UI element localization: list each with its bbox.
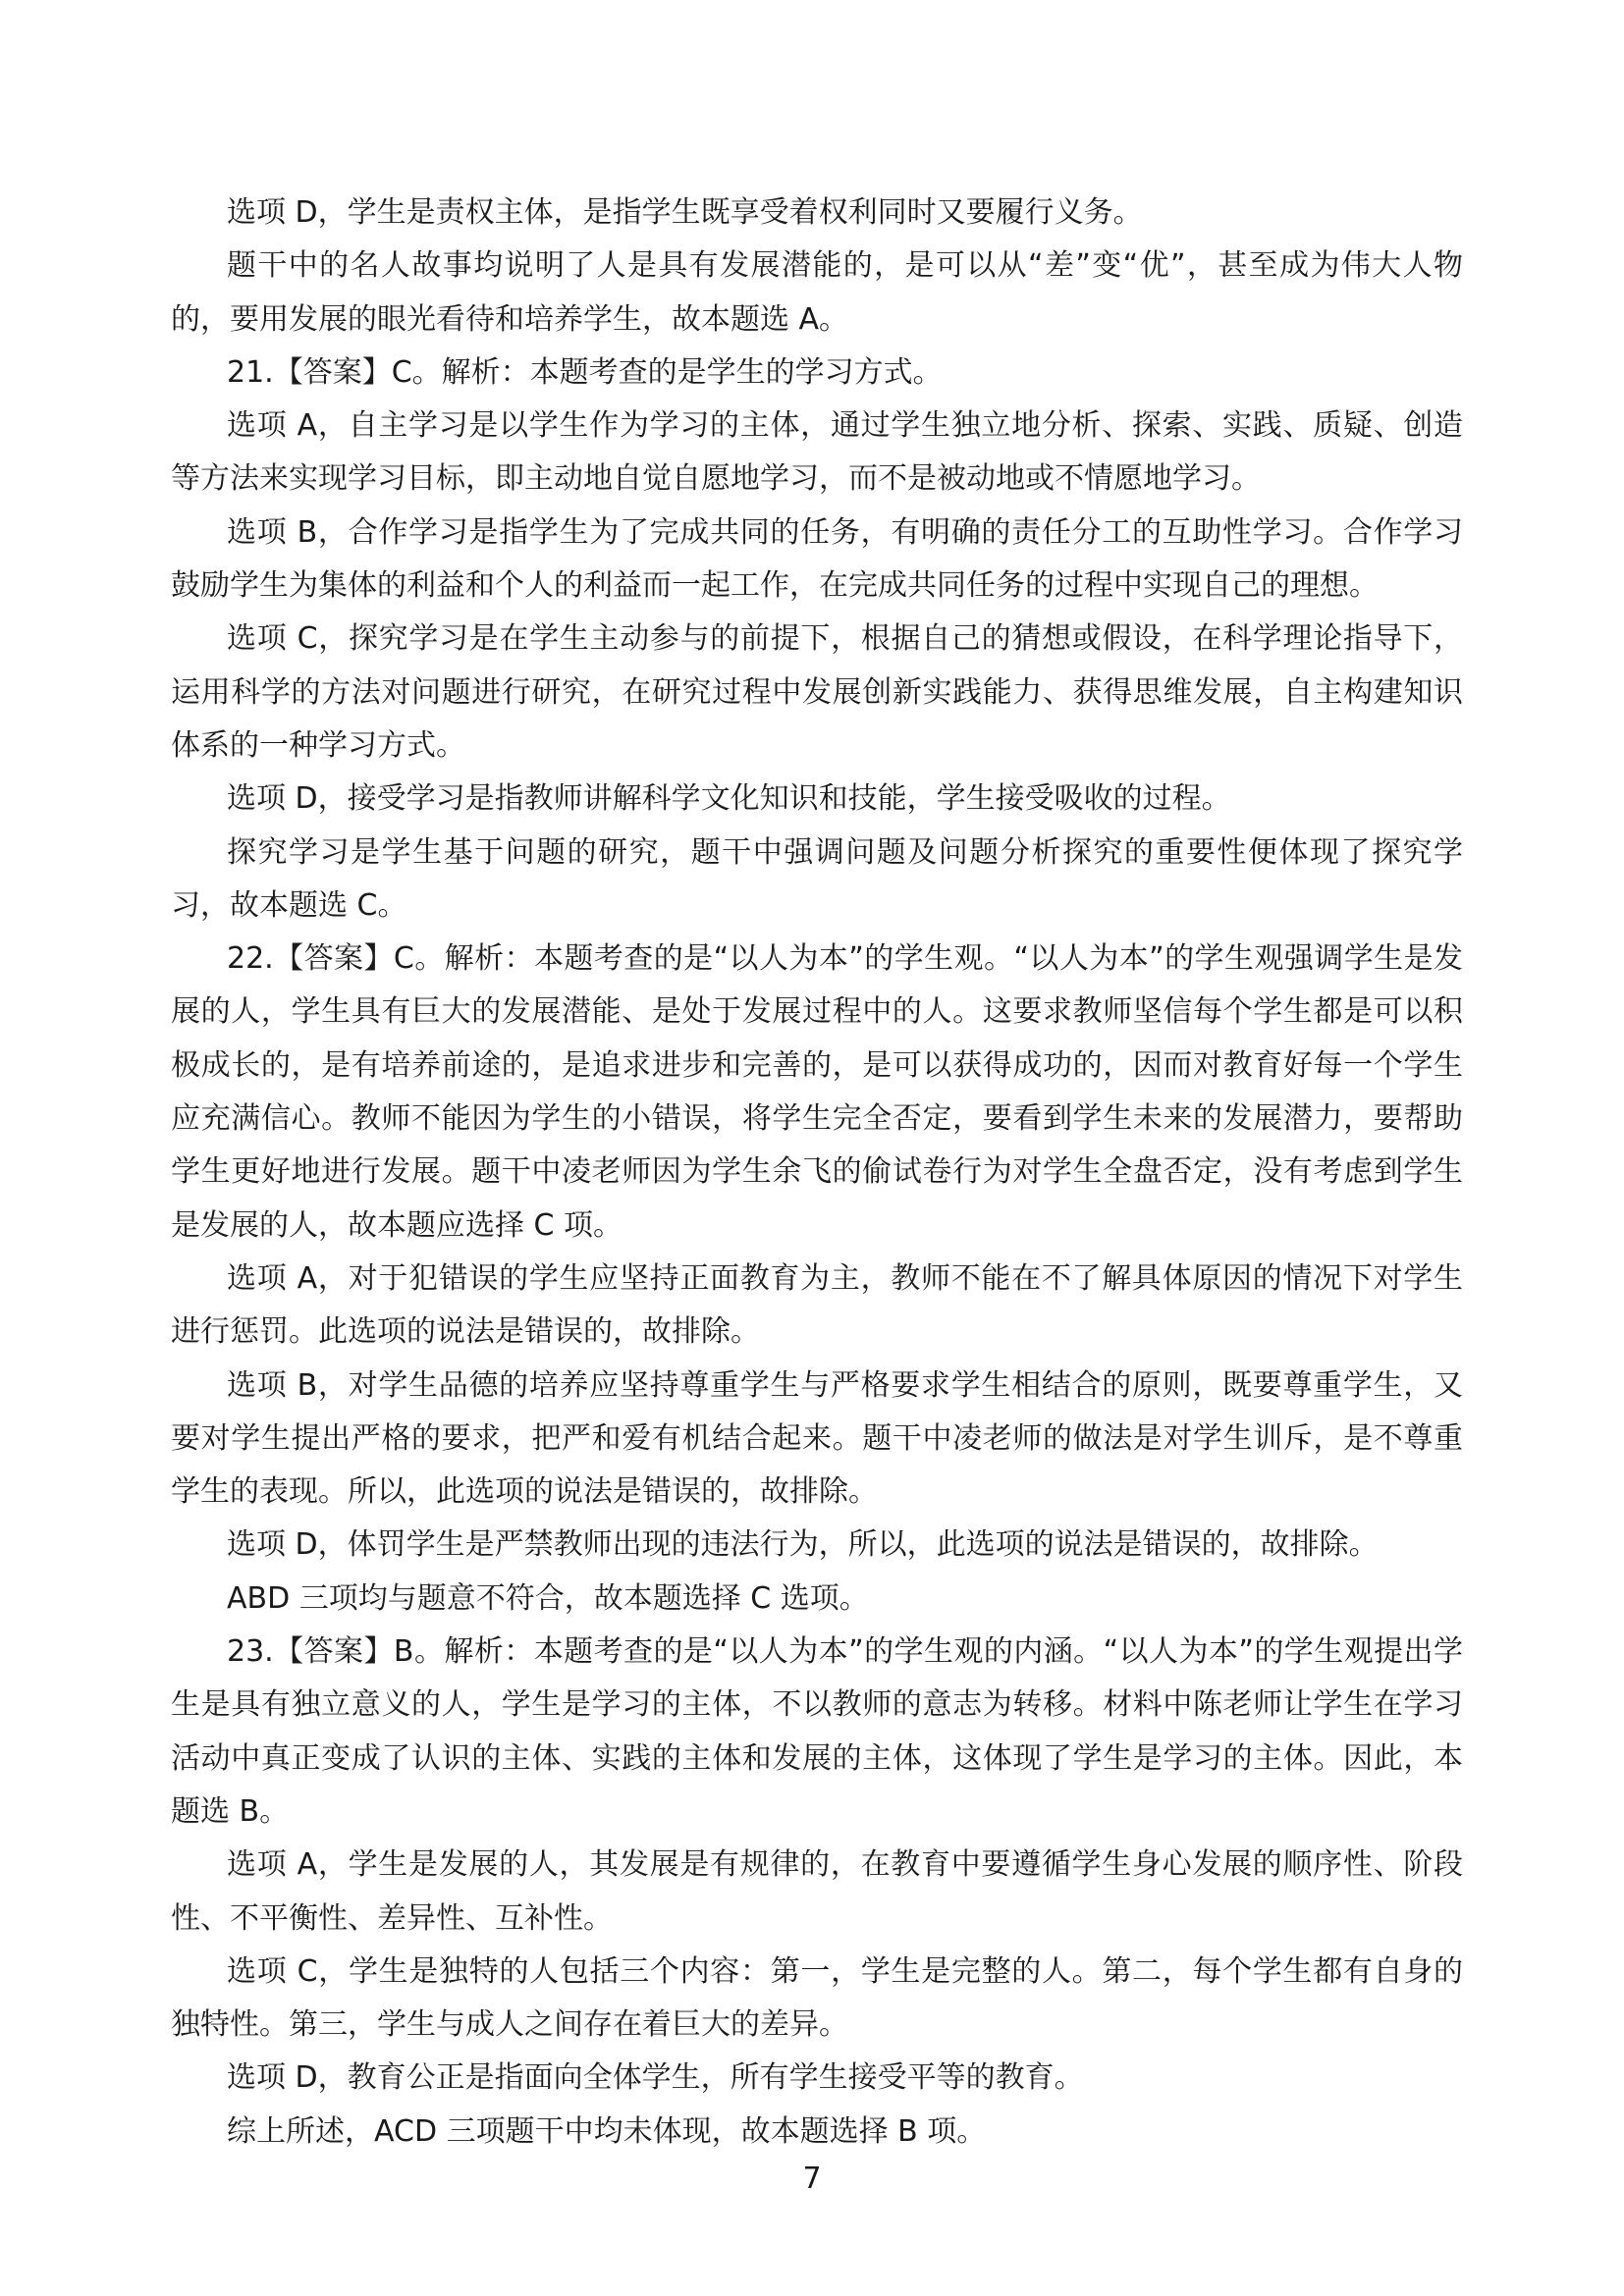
paragraph: ABD 三项均与题意不符合，故本题选择 C 选项。	[227, 1580, 869, 1616]
paragraph: 选项 A，学生是发展的人，其发展是有规律的，在教育中要遵循学生身心发展的顺序性、阶段性、不平衡性、差异性、互补性。	[171, 1847, 1463, 1936]
paragraph: 选项 D，接受学习是指教师讲解科学文化知识和技能，学生接受吸收的过程。	[227, 781, 1231, 817]
paragraph: 22.【答案】C。解析：本题考查的是“以人为本”的学生观。“以人为本”的学生观强调学生是发展的人，学生具有巨大的发展潜能、是处于发展过程中的人。这要求教师坚信每个学生都是可以积极成长的，是有培养前途的，是追求进步和完善的，是可以获得成功的，因而对教育好每一个学生应充满信心。教师不能因为学生的小错误，将学生完全否定，要看到学生未来的发展潜力，要帮助学生更好地进行发展。题干中凌老师因为学生余飞的偷试卷行为对学生全盘否定，没有考虑到学生是发展的人，故本题应选择 C 项。	[171, 941, 1463, 1243]
page-content	[171, 187, 1463, 2159]
paragraph: 题干中的名人故事均说明了人是具有发展潜能的，是可以从“差”变“优”，甚至成为伟大人物的，要用发展的眼光看待和培养学生，故本题选 A。	[171, 248, 1463, 337]
paragraph: 选项 D，教育公正是指面向全体学生，所有学生接受平等的教育。	[227, 2060, 1084, 2096]
paragraph: 选项 D，学生是责权主体，是指学生既享受着权利同时又要履行义务。	[227, 195, 1143, 230]
paragraph: 选项 C，探究学习是在学生主动参与的前提下，根据自己的猜想或假设，在科学理论指导下，运用科学的方法对问题进行研究，在研究过程中发展创新实践能力、获得思维发展，自主构建知识体系的一种学习方式。	[171, 621, 1463, 763]
paragraph: 选项 A，自主学习是以学生作为学习的主体，通过学生独立地分析、探索、实践、质疑、创造等方法来实现学习目标，即主动地自觉自愿地学习，而不是被动地或不情愿地学习。	[171, 408, 1463, 497]
paragraph: 21.【答案】C。解析：本题考查的是学生的学习方式。	[227, 354, 943, 390]
paragraph: 选项 B，对学生品德的培养应坚持尊重学生与严格要求学生相结合的原则，既要尊重学生，又要对学生提出严格的要求，把严和爱有机结合起来。题干中凌老师的做法是对学生训斥，是不尊重学生的表现。所以，此选项的说法是错误的，故排除。	[171, 1367, 1463, 1510]
paragraph: 选项 C，学生是独特的人包括三个内容：第一，学生是完整的人。第二，每个学生都有自身的独特性。第三，学生与成人之间存在着巨大的差异。	[171, 1953, 1463, 2043]
paragraph: 23.【答案】B。解析：本题考查的是“以人为本”的学生观的内涵。“以人为本”的学生观提出学生是具有独立意义的人，学生是学习的主体，不以教师的意志为转移。材料中陈老师让学生在学习活动中真正变成了认识的主体、实践的主体和发展的主体，这体现了学生是学习的主体。因此，本题选 B。	[171, 1634, 1463, 1829]
paragraph: 选项 D，体罚学生是严禁教师出现的违法行为，所以，此选项的说法是错误的，故排除。	[227, 1527, 1379, 1563]
paragraph: 选项 A，对于犯错误的学生应坚持正面教育为主，教师不能在不了解具体原因的情况下对学生进行惩罚。此选项的说法是错误的，故排除。	[171, 1260, 1463, 1350]
paragraph: 探究学习是学生基于问题的研究，题干中强调问题及问题分析探究的重要性便体现了探究学习，故本题选 C。	[171, 834, 1463, 923]
page-number: 7	[802, 2162, 822, 2196]
paragraph: 选项 B，合作学习是指学生为了完成共同的任务，有明确的责任分工的互助性学习。合作学习鼓励学生为集体的利益和个人的利益而一起工作，在完成共同任务的过程中实现自己的理想。	[171, 514, 1463, 604]
paragraph: 综上所述，ACD 三项题干中均未体现，故本题选择 B 项。	[227, 2113, 987, 2149]
